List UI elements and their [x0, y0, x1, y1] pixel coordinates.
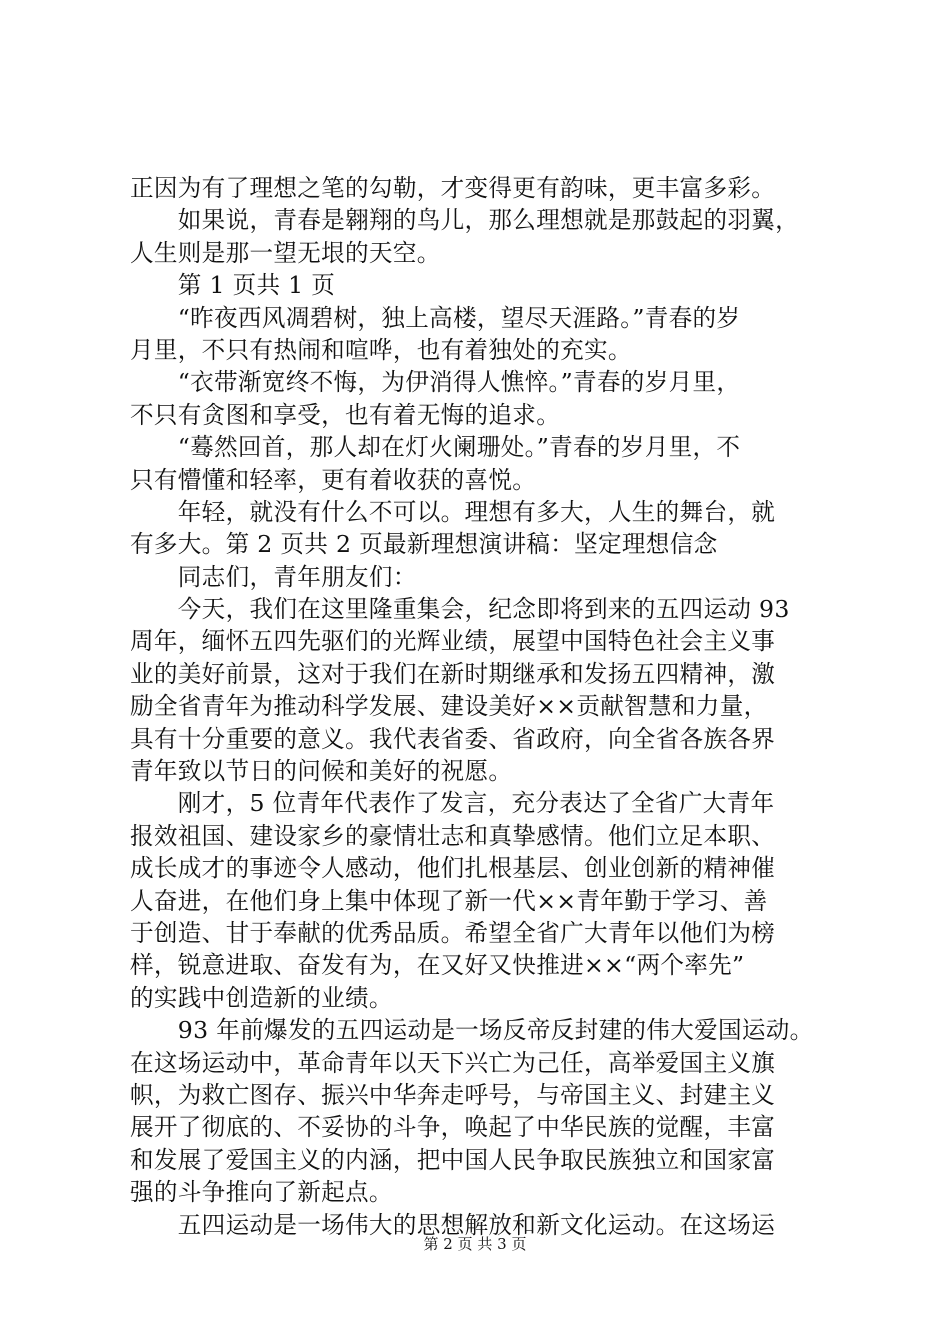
- text-line: 成长成才的事迹令人感动，他们扎根基层、创业创新的精神催: [130, 854, 776, 883]
- text-line: 励全省青年为推动科学发展、建设美好××贡献智慧和力量，: [130, 692, 768, 721]
- text-line: 如果说，青春是翱翔的鸟儿，那么理想就是那鼓起的羽翼，: [130, 206, 800, 235]
- text-line: 样，锐意进取、奋发有为，在又好又快推进××“两个率先”: [130, 951, 745, 980]
- text-line: “衣带渐宽终不悔，为伊消得人憔悴。”青春的岁月里，: [130, 368, 741, 397]
- text-line: 于创造、甘于奉献的优秀品质。希望全省广大青年以他们为榜: [130, 918, 776, 947]
- text-line: 的实践中创造新的业绩。: [130, 983, 393, 1012]
- text-line: “昨夜西风凋碧树，独上高楼，望尽天涯路。”青春的岁: [130, 303, 741, 332]
- page-footer: 第 2 页 共 3 页: [423, 1235, 527, 1253]
- text-line: 青年致以节日的问候和美好的祝愿。: [130, 757, 513, 786]
- text-line: 周年，缅怀五四先驱们的光辉业绩，展望中国特色社会主义事: [130, 627, 776, 656]
- text-line: 展开了彻底的、不妥协的斗争，唤起了中华民族的觉醒，丰富: [130, 1113, 776, 1142]
- text-line: 在这场运动中，革命青年以天下兴亡为己任，高举爱国主义旗: [130, 1048, 776, 1077]
- text-line: 五四运动是一场伟大的思想解放和新文化运动。在这场运: [130, 1210, 776, 1239]
- text-line: 有多大。第 2 页共 2 页最新理想演讲稿：坚定理想信念: [130, 530, 718, 559]
- text-line: 刚才，5 位青年代表作了发言，充分表达了全省广大青年: [130, 789, 775, 818]
- text-line: 业的美好前景，这对于我们在新时期继承和发扬五四精神，激: [130, 659, 776, 688]
- document-body: [130, 172, 840, 1241]
- text-line: 同志们，青年朋友们：: [130, 562, 417, 591]
- text-line: 只有懵懂和轻率，更有着收获的喜悦。: [130, 465, 537, 494]
- text-line: 人奋进，在他们身上集中体现了新一代××青年勤于学习、善: [130, 886, 768, 915]
- text-line: “蓦然回首，那人却在灯火阑珊处。”青春的岁月里，不: [130, 433, 741, 462]
- text-line: 报效祖国、建设家乡的豪情壮志和真挚感情。他们立足本职、: [130, 821, 776, 850]
- text-line: 年轻，就没有什么不可以。理想有多大，人生的舞台，就: [130, 497, 776, 526]
- text-line: 第 1 页共 1 页: [130, 271, 336, 300]
- text-line: 人生则是那一望无垠的天空。: [130, 238, 441, 267]
- text-line: 帜，为救亡图存、振兴中华奔走呼号，与帝国主义、封建主义: [130, 1080, 776, 1109]
- text-line: 具有十分重要的意义。我代表省委、省政府，向全省各族各界: [130, 724, 776, 753]
- text-line: 和发展了爱国主义的内涵，把中国人民争取民族独立和国家富: [130, 1145, 776, 1174]
- text-line: 正因为有了理想之笔的勾勒，才变得更有韵味，更丰富多彩。: [130, 174, 776, 202]
- text-line: 强的斗争推向了新起点。: [130, 1178, 393, 1207]
- text-line: 今天，我们在这里隆重集会，纪念即将到来的五四运动 93: [130, 595, 790, 624]
- text-line: 93 年前爆发的五四运动是一场反帝反封建的伟大爱国运动。: [130, 1016, 814, 1045]
- text-line: 不只有贪图和享受，也有着无悔的追求。: [130, 400, 561, 429]
- text-line: 月里，不只有热闹和喧哗，也有着独处的充实。: [130, 335, 632, 364]
